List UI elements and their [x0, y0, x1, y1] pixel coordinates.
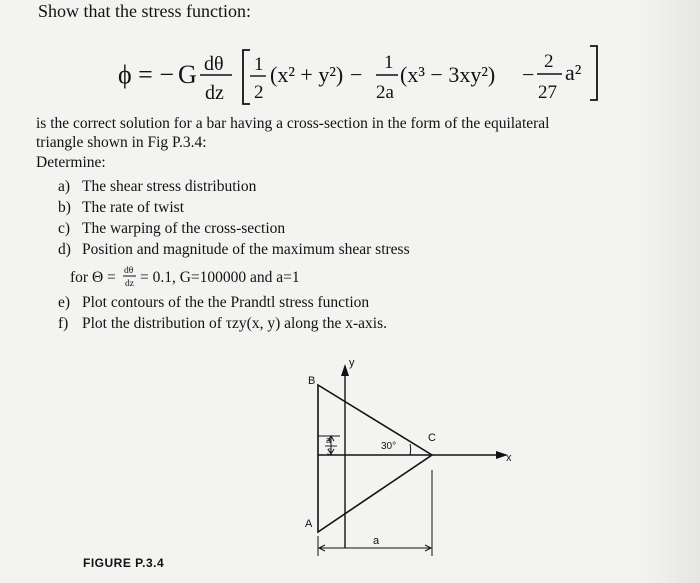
description-line-1: is the correct solution for a bar having a cross-section in the form of the equilateral	[36, 115, 550, 132]
eq-minus2: −	[522, 62, 535, 87]
equilateral-triangle	[318, 385, 432, 532]
x-axis-label: x	[506, 452, 512, 464]
eq-inv2a-num: 1	[384, 52, 394, 73]
eq-term1: (x² + y²)	[270, 62, 344, 87]
eq-coef-num: 2	[544, 51, 554, 72]
list-item: e) Plot contours of the the Prandtl stress function	[58, 294, 370, 311]
a3-den: 3	[327, 447, 333, 457]
list-item: f) Plot the distribution of τzy(x, y) along the x-axis.	[58, 315, 387, 332]
vertex-c-label: C	[428, 432, 436, 444]
heading: Show that the stress function:	[38, 1, 251, 21]
params-frac-den: dz	[125, 279, 134, 289]
eq-factor: G	[178, 60, 197, 89]
angle-arc	[410, 444, 411, 455]
eq-coef-den: 27	[538, 82, 557, 103]
figure-caption: FIGURE P.3.4	[83, 556, 165, 570]
eq-phi-lhs: ϕ = −	[118, 60, 175, 89]
eq-half-num: 1	[254, 54, 264, 75]
description-line-2: triangle shown in Fig P.3.4:	[36, 134, 207, 151]
list-item: b) The rate of twist	[58, 199, 185, 216]
eq-dtheta: dθ	[204, 53, 224, 75]
a3-num: a	[326, 435, 332, 445]
a-dimension-label: a	[373, 535, 380, 547]
eq-minus1: −	[350, 62, 363, 87]
eq-half-den: 2	[254, 82, 264, 103]
eq-term2: (x³ − 3xy²)	[400, 62, 496, 87]
params-prefix: for Θ =	[70, 269, 116, 286]
params-frac-num: dθ	[124, 266, 134, 276]
eq-dz: dz	[205, 82, 224, 104]
y-axis-arrow	[341, 364, 349, 376]
eq-inv2a-den: 2a	[376, 82, 394, 103]
list-item: a) The shear stress distribution	[58, 178, 257, 195]
params-values: = 0.1, G=100000 and a=1	[140, 269, 300, 286]
vertex-a-label: A	[305, 518, 313, 530]
list-item: c) The warping of the cross-section	[58, 220, 286, 237]
angle-label: 30°	[381, 441, 397, 452]
eq-term3: a²	[565, 60, 582, 85]
determine-label: Determine:	[36, 154, 106, 171]
y-axis-label: y	[349, 357, 355, 369]
vertex-b-label: B	[308, 375, 316, 387]
list-item: d) Position and magnitude of the maximum shear stress	[58, 241, 410, 258]
